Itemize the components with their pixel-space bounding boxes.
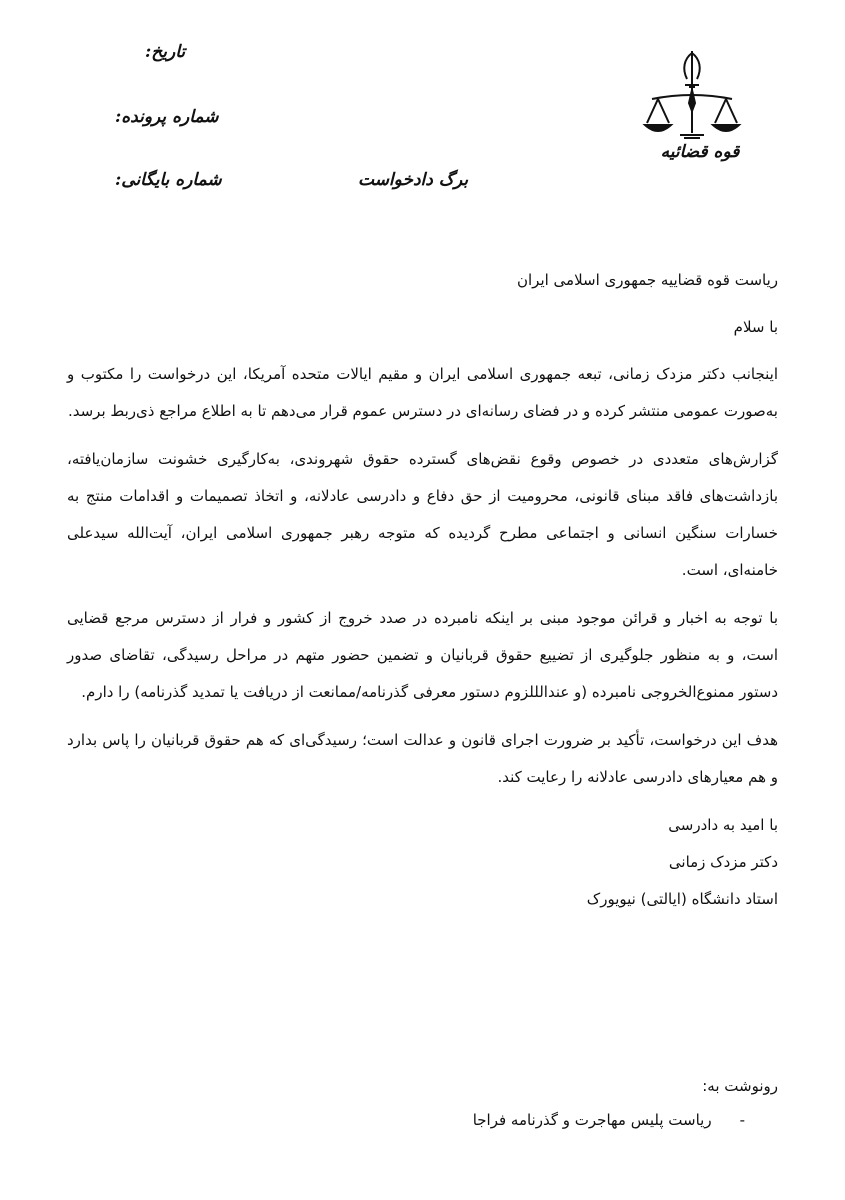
signature-title: استاد دانشگاه (ایالتی) نیویورک xyxy=(586,890,778,908)
cc-bullet: - xyxy=(739,1111,745,1129)
case-number-label: شماره پرونده: xyxy=(115,107,219,127)
judiciary-emblem xyxy=(640,45,745,195)
cc-list-item xyxy=(473,1111,745,1129)
form-title: برگ دادخواست xyxy=(358,170,469,190)
date-label: تاریخ: xyxy=(145,42,186,62)
signature-name: دکتر مزدک زمانی xyxy=(668,853,778,871)
recipient: ریاست قوه قضاییه جمهوری اسلامی ایران xyxy=(516,271,778,289)
paragraph-request: با توجه به اخبار و قرائن موجود مبنی بر اینکه نامبرده در صدد خروج از کشور و فرار از دسترس مرجع قضایی است، و به منظور جلوگیری از تضییع حقوق قربانیان و تضمین حضور متهم در مراحل رسیدگی، تقاضای صدور دستور ممنوع‌الخروجی نامبرده (و عندالللزوم دستور معرفی گذرنامه/ممانعت از دریافت یا تمدید گذرنامه) را دارم. xyxy=(67,609,778,701)
emblem-label: قوه قضائیه xyxy=(660,142,740,162)
letter-body xyxy=(67,262,778,918)
salutation: با سلام xyxy=(733,318,778,336)
paragraph-purpose: هدف این درخواست، تأکید بر ضرورت اجرای قانون و عدالت است؛ رسیدگی‌ای که هم حقوق قربانیان را پاس بدارد و هم معیارهای دادرسی عادلانه را رعایت کند. xyxy=(67,731,778,786)
paragraph-allegations: گزارش‌های متعددی در خصوص وقوع نقض‌های گسترده حقوق شهروندی، به‌کارگیری خشونت سازمان‌یافته، بازداشت‌های فاقد مبنای قانونی، محرومیت از حق دفاع و دادرسی عادلانه، و اتخاذ تصمیمات و اقدامات منتج به خسارات سنگین انسانی و اجتماعی مطرح گردیده که متوجه رهبر جمهوری اسلامی ایران، آیت‌الله سیدعلی خامنه‌ای، است. xyxy=(67,450,778,579)
closing: با امید به دادرسی xyxy=(668,816,778,834)
archive-number-label: شماره بایگانی: xyxy=(115,170,222,190)
paragraph-intro: اینجانب دکتر مزدک زمانی، تبعه جمهوری اسلامی ایران و مقیم ایالات متحده آمریکا، این درخواست را مکتوب و به‌صورت عمومی منتشر کرده و در فضای رسانه‌ای در دسترس عموم قرار می‌دهم تا به اطلاع مراجع ذی‌ربط برسد. xyxy=(67,365,778,420)
cc-label: رونوشت به: xyxy=(702,1077,778,1095)
cc-recipient: ریاست پلیس مهاجرت و گذرنامه فراجا xyxy=(472,1111,712,1129)
